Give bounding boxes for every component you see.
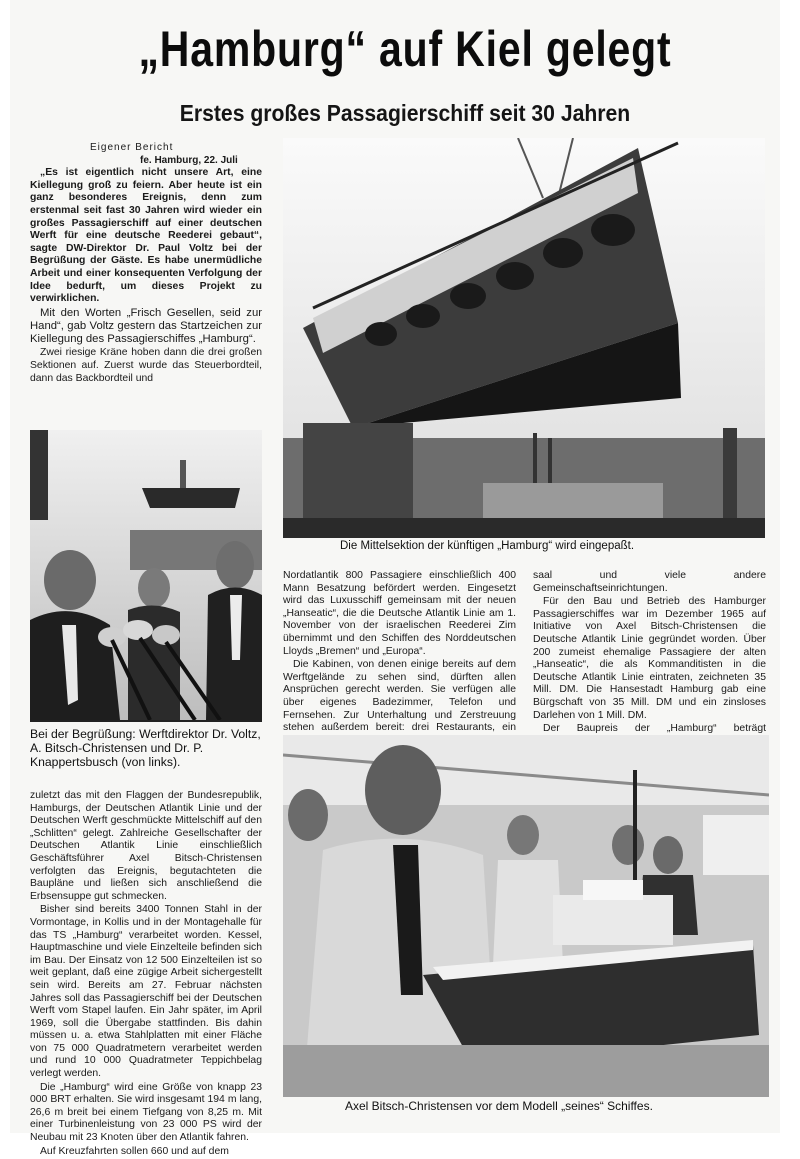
middle-column: [283, 570, 516, 761]
paragraph-cabins: Die Kabinen, von denen einige bereits auf dem Werftgelände zu sehen sind, dürften allen Ansprüchen gerecht werden. Sie verfügen alle über eigenes Badezimmer, Telefon und Fernsehen. Zur Unterhaltung und Zerstreuung stehen außerdem bereit: drei Restaurants, ein: [283, 659, 516, 734]
photo-hull-section: [283, 138, 765, 538]
paragraph-price: Der Baupreis der „Hamburg“ beträgt: [543, 723, 766, 735]
byline: Eigener Bericht: [90, 142, 174, 153]
photo-ship-model: [283, 735, 769, 1097]
photo-ship-model-image: [283, 735, 769, 1097]
right-column: [533, 570, 766, 762]
paragraph-cranes: Zwei riesige Kräne hoben dann die drei großen Sektionen auf. Zuerst wurde das Steuerbordteil, dann das Backbordteil und: [30, 347, 262, 384]
paragraph-size: Die „Hamburg“ wird eine Größe von knapp 23 000 BRT erhalten. Sie wird insgesamt 194 m lang, 26,6 m breit bei einem Tiefgang von 8,25 m. Mit einer Turbinenleistung von 23 000 PS wird der Neubau mit 23 Knoten über den Atlantik fahren.: [30, 1081, 262, 1144]
lead-paragraph: „Es ist eigentlich nicht unsere Art, eine Kiellegung groß zu feiern. Aber heute ist ein ganz besonderes Ereignis, denn zum erstenmal seit fast 30 Jahren wird wieder ein großes Passagierschiff auf einer deutschen Werft für eine deutsche Reederei gebaut“, sagte DW-Direktor Dr. Paul Voltz bei der Begrüßung der Gäste. Es habe unermüdliche Arbeit und einer konsequenten Verfolgung der Idee bedurft, um dieses Projekt zu verwirklichen.: [30, 167, 262, 305]
dateline-block: [30, 142, 262, 167]
headline: „Hamburg“ auf Kiel gelegt: [138, 21, 672, 77]
photo-officials: [30, 430, 262, 720]
paragraph-cruises: Auf Kreuzfahrten sollen 660 und auf dem: [40, 1145, 229, 1157]
paragraph-founding: Für den Bau und Betrieb des Hamburger Passagierschiffes war im Dezember 1965 auf Initiative von Axel Bitsch-Christensen die Deutsche Atlantik Linie gegründet worden. Über 200 zumeist ehemalige Passagiere der alten „Hanseatic“, die als Kommanditisten in die Deutsche Atlantik Linie eintraten, zeichneten 35 Mill. DM. Die Hansestadt Hamburg gab eine Bürgschaft von 35 Mill. DM und ein zinsloses Darlehen von 1 Mill. DM.: [533, 596, 766, 721]
left-column-lower: [30, 790, 262, 1159]
subheadline: Erstes großes Passagierschiff seit 30 Jahren: [179, 100, 631, 126]
dateline: fe. Hamburg, 22. Juli: [140, 154, 238, 166]
caption-ship-model: Axel Bitsch-Christensen vor dem Modell „seines“ Schiffes.: [345, 1099, 653, 1113]
paragraph-salon: saal und viele andere Gemeinschaftseinrichtungen.: [533, 570, 766, 594]
photo-officials-image: [30, 430, 262, 720]
caption-hull-section: Die Mittelsektion der künftigen „Hamburg“ wird eingepaßt.: [340, 540, 635, 552]
caption-officials: Bei der Begrüßung: Werftdirektor Dr. Voltz, A. Bitsch-Christensen und Dr. P. Knappertsbusch (von links).: [30, 727, 261, 769]
left-column-upper: [30, 142, 262, 386]
paragraph-steel: Bisher sind bereits 3400 Tonnen Stahl in der Vormontage, in Kollis und in der Montagehalle für das TS „Hamburg“ verarbeitet worden. Kessel, Hauptmaschine und viele Einzelteile befinden sich im Bau. Der Einsatz von 12 500 Einzelteilen ist so weit geplant, daß eine zügige Arbeit sichergestellt sein wird. Bereits am 27. Februar nächsten Jahres soll das Passagierschiff bei der Deutschen Werft vom Stapel laufen. Ein Jahr später, im April 1969, soll die Übergabe stattfinden. Bis dahin müssen u. a. etwa Stahlplatten mit einer Fläche von 75 000 Quadratmetern verarbeitet werden und rund 10 000 Quadratmeter Teppichbelag verlegt werden.: [30, 904, 262, 1080]
photo-rule: [30, 720, 262, 722]
paragraph-flags: zuletzt das mit den Flaggen der Bundesrepublik, Hamburgs, der Deutschen Atlantik Linie und der Deutschen Werft geschmückte Mittelschiff auf den „Schlitten“ gelegt. Zahlreiche Gesellschafter der Deutschen Atlantik Linie einschließlich Geschäftsführer Axel Bitsch-Christensen verfolgten das Ereignis, begutachteten die Baupläne und ließen sich anschließend die Erbsensuppe gut schmecken.: [30, 790, 262, 902]
photo-hull-section-image: [283, 138, 765, 538]
paragraph-voltz: Mit den Worten „Frisch Gesellen, seid zur Hand“, gab Voltz gestern das Startzeichen zur Kiellegung des Passagierschiffes „Hamburg“.: [30, 306, 262, 346]
paragraph-atlantic: Nordatlantik 800 Passagiere einschließlich 400 Mann Besatzung befördert werden. Eingesetzt wird das Luxusschiff gemeinsam mit der neuen „Hanseatic“, die die Deutsche Atlantik Linie am 1. November von der israelischen Reederei Zim übernimmt und den Schiffen des Norddeutschen Lloyds „Bremen“ und „Europa“.: [283, 570, 516, 657]
